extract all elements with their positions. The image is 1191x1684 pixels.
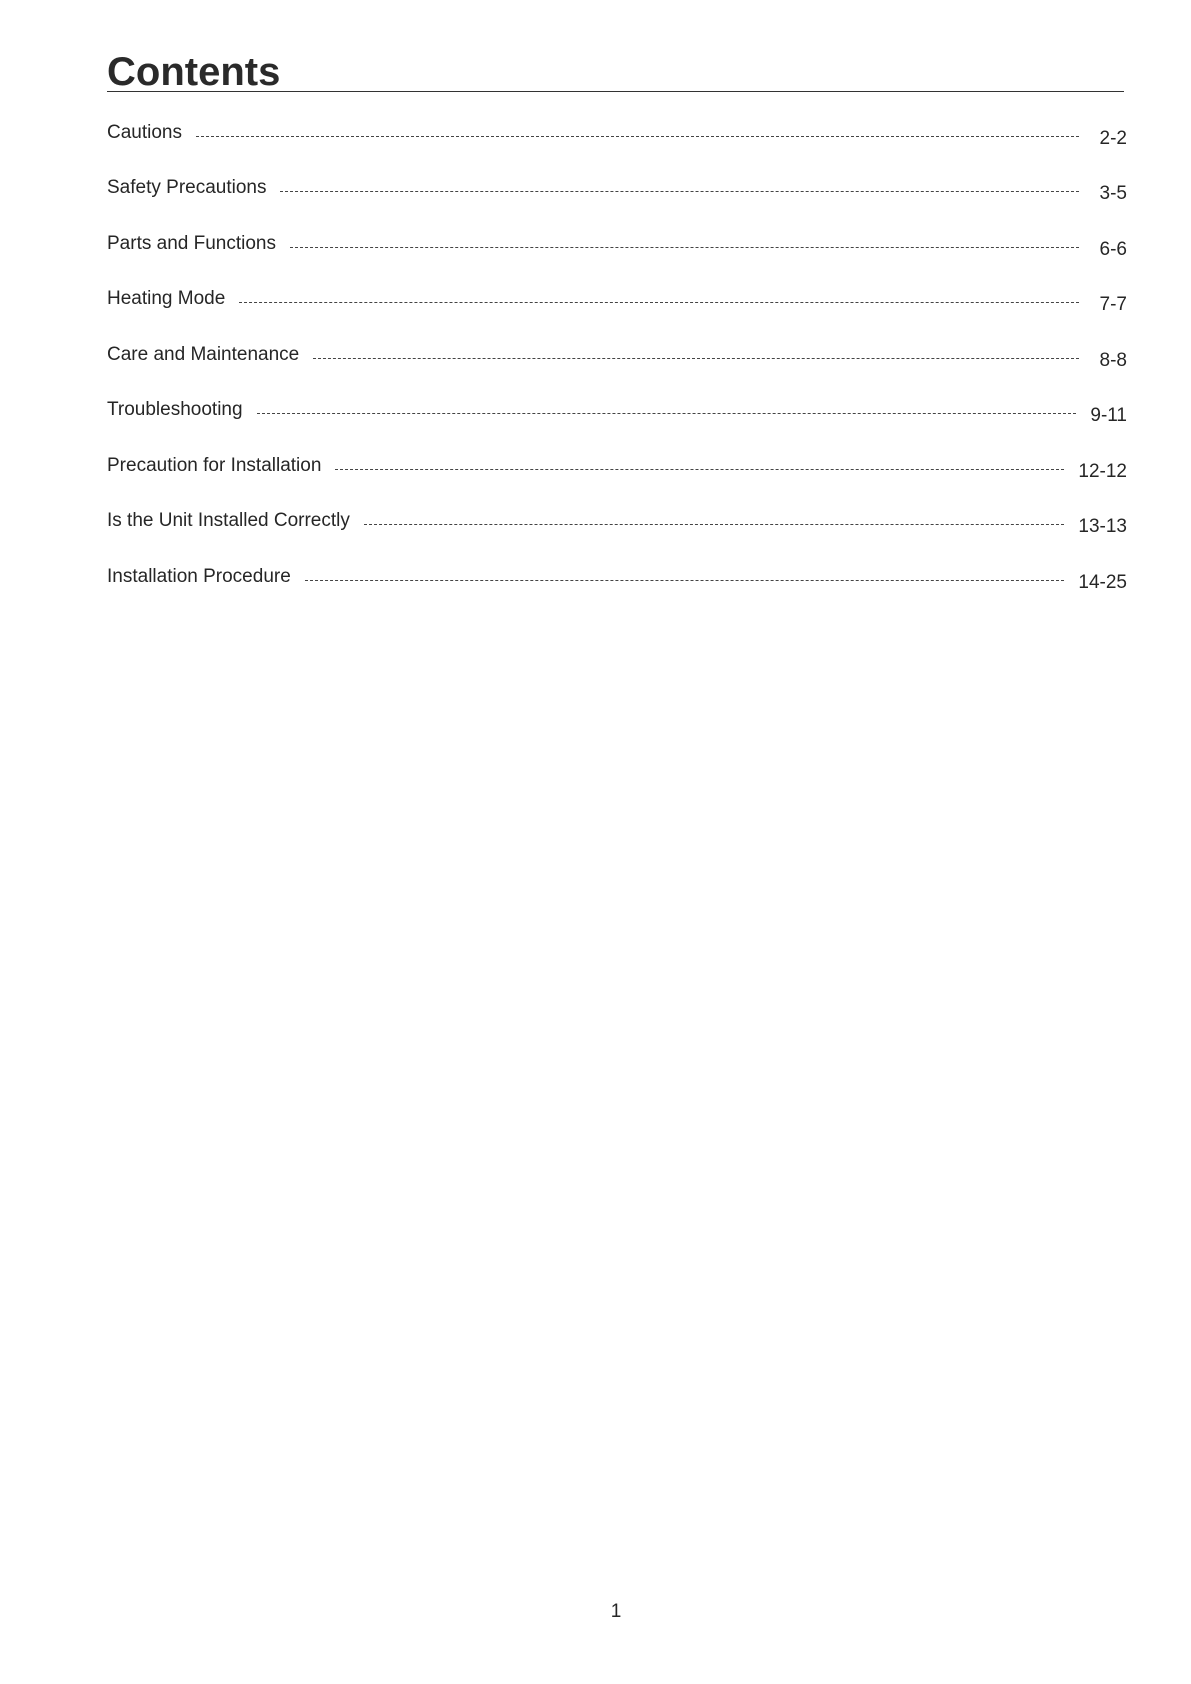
toc-entry-label: Installation Procedure [107,565,291,587]
dot-leader [305,580,1065,581]
toc-entry-label: Care and Maintenance [107,343,300,365]
toc-entry-pages: 13-13 [1078,516,1127,537]
toc-entry-pages: 8-8 [1099,349,1127,371]
toc-entry-label: Heating Mode [107,288,226,309]
table-of-contents [107,121,1127,620]
toc-entry-heating-mode[interactable] [107,287,1127,343]
dot-leader [313,358,1079,359]
toc-entry-troubleshooting[interactable] [107,398,1127,454]
dot-leader [196,136,1079,137]
toc-entry-label: Troubleshooting [107,399,243,420]
toc-entry-pages: 3-5 [1099,183,1127,204]
toc-entry-pages: 2-2 [1099,128,1127,149]
dot-leader [239,302,1079,303]
toc-entry-pages: 12-12 [1078,460,1127,482]
toc-entry-cautions[interactable] [107,121,1127,176]
toc-entry-care-and-maintenance[interactable] [107,343,1127,399]
page-number: 1 [610,1601,622,1622]
dot-leader [257,413,1077,414]
dot-leader [280,191,1079,192]
toc-entry-precaution-for-installation[interactable] [107,454,1127,510]
dot-leader [364,524,1065,525]
toc-entry-parts-and-functions[interactable] [107,232,1127,288]
toc-entry-pages: 14-25 [1078,571,1127,593]
toc-entry-pages: 7-7 [1099,294,1127,315]
toc-entry-is-the-unit-installed-correctly[interactable] [107,509,1127,565]
dot-leader [290,247,1079,248]
toc-entry-installation-procedure[interactable] [107,565,1127,621]
toc-entry-label: Cautions [107,122,182,143]
toc-entry-label: Parts and Functions [107,232,276,254]
toc-entry-label: Is the Unit Installed Correctly [107,510,350,531]
toc-entry-label: Precaution for Installation [107,454,322,476]
toc-entry-label: Safety Precautions [107,177,267,198]
dot-leader [335,469,1064,470]
toc-entry-safety-precautions[interactable] [107,176,1127,232]
toc-entry-pages: 9-11 [1090,405,1127,426]
toc-entry-pages: 6-6 [1099,238,1127,260]
page-title: Contents [107,50,281,94]
title-divider [107,91,1124,92]
